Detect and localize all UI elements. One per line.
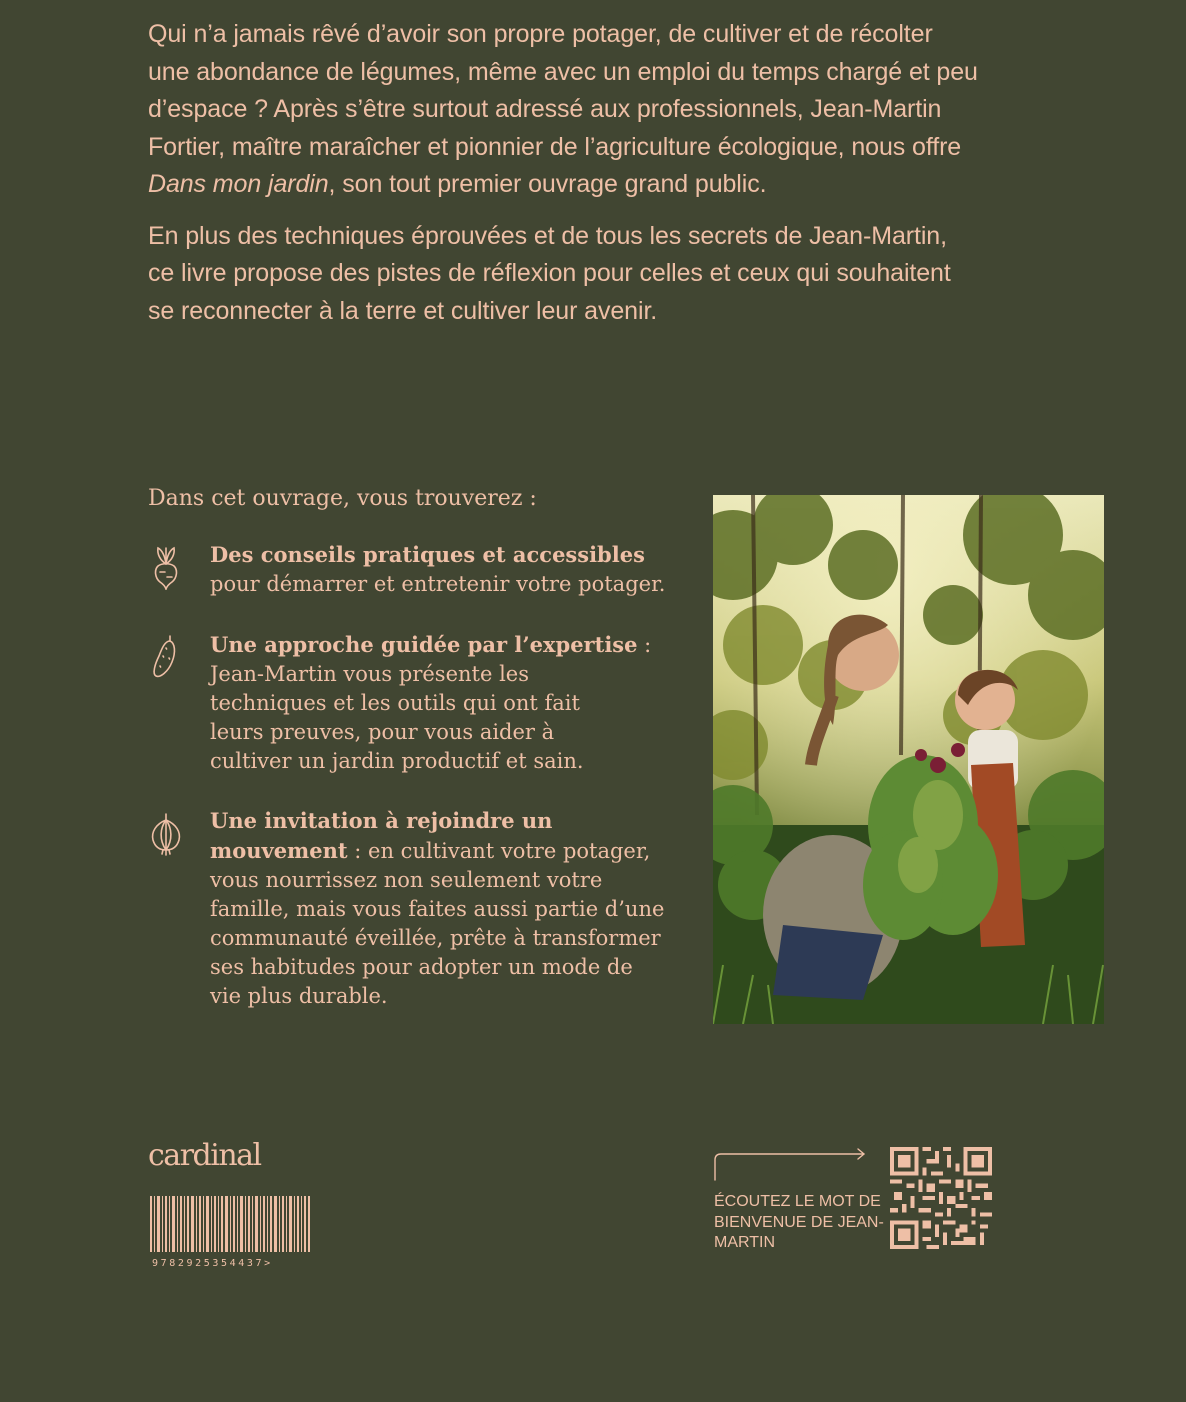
blurb-paragraph-1 [148,16,978,204]
cucumber-icon [148,634,184,680]
features-heading: Dans cet ouvrage, vous trouverez : [148,486,537,511]
feature-item [148,630,668,776]
beet-icon [148,544,184,590]
feature-text: Jean-Martin vous présente les techniques et les outils qui ont fait leurs preuves, pour vous aider à cultiver un jardin productif et sain. [210,662,584,773]
publisher-logo: cardinal [148,1138,261,1173]
qr-caption: ÉCOUTEZ LE MOT DE BIENVENUE DE JEAN-MARTIN [714,1193,884,1251]
feature-title: Une approche guidée par l’expertise [210,632,638,657]
blurb-text: , son tout premier ouvrage grand public. [328,170,767,198]
feature-item [148,806,668,1011]
feature-text: en cultivant votre potager, vous nourrissez non seulement votre famille, mais vous faites aussi partie d’une communauté éveillée, prête à transformer ses habitudes pour adopter un mode de vie plus durable. [210,839,665,1008]
back-cover-blurb [148,16,978,344]
feature-separator: : [347,839,362,863]
arrow-right-icon [712,1142,868,1182]
garden-photo [713,495,1104,1024]
isbn-number: 9782925354437> [152,1258,273,1269]
feature-title: Des conseils pratiques et accessibles [210,542,645,567]
barcode-icon [150,1196,310,1252]
book-title: Dans mon jardin [148,170,329,198]
feature-separator: : [637,633,652,657]
feature-text: pour démarrer et entretenir votre potager. [210,572,666,596]
onion-icon [148,810,184,856]
feature-title: Une invitation à rejoindre un mouvement [210,808,553,863]
qr-code-icon[interactable] [890,1147,992,1249]
blurb-paragraph-2: En plus des techniques éprouvées et de tous les secrets de Jean-Martin, ce livre propose des pistes de réflexion pour celles et ceux qui souhaitent se reconnecter à la terre et cultiver leur avenir. [148,221,951,325]
mother-child-harvest-image [713,495,1104,1024]
feature-item [148,540,668,599]
blurb-text: Qui n’a jamais rêvé d’avoir son propre potager, de cultiver et de récolter une abondance de légumes, même avec un emploi du temps chargé et peu d’espace ? Après s’être surtout adressé aux professionnels, Jean-Martin Fortier, maître maraîcher et pionnier de l’agriculture écologique, nous offre [148,20,978,161]
